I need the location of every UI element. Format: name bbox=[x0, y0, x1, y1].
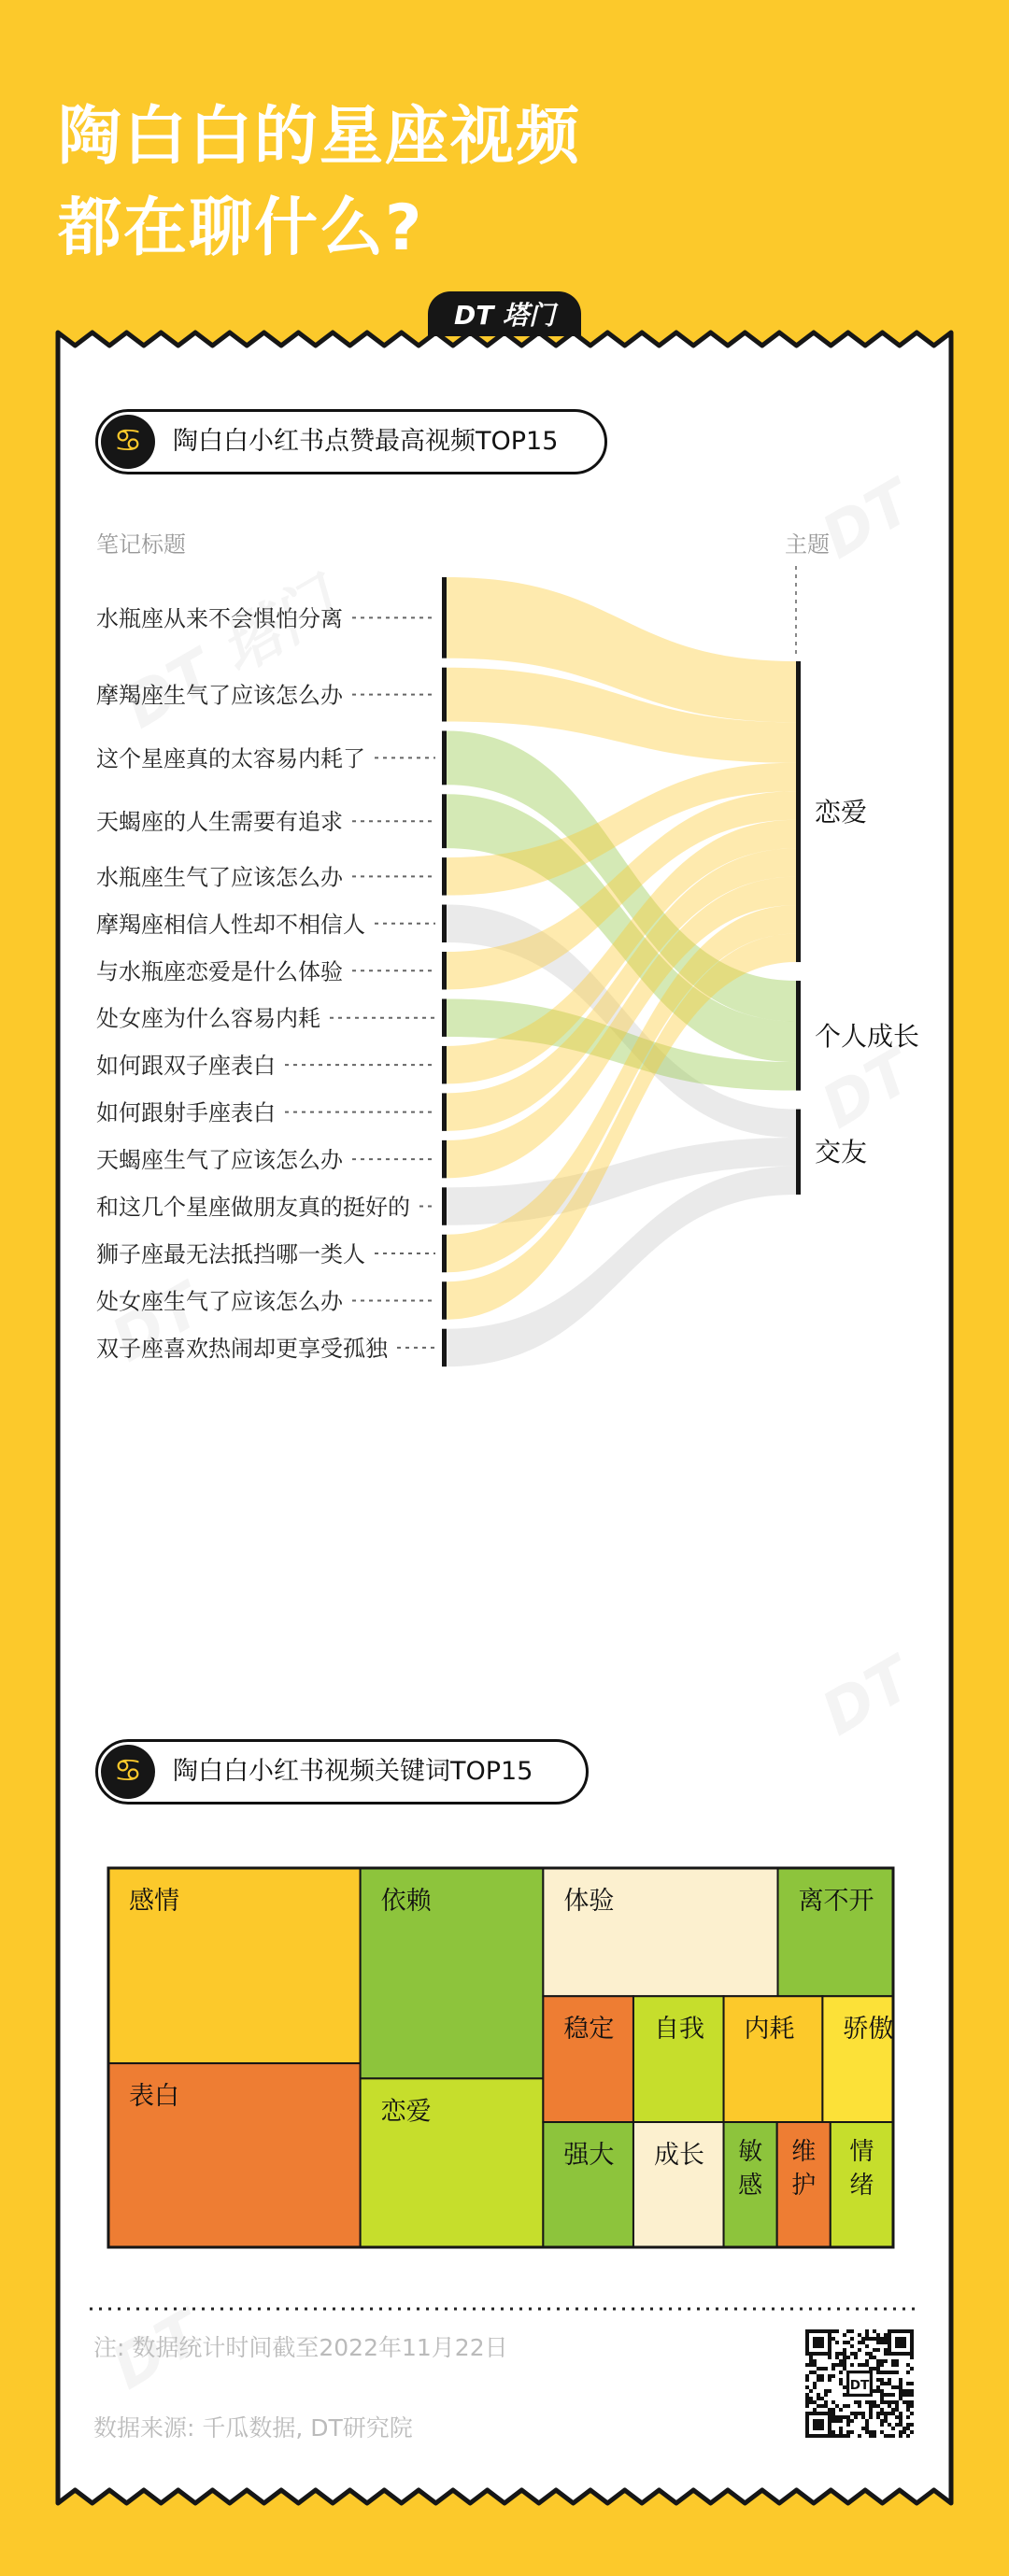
treemap-label: 敏 bbox=[738, 2138, 763, 2167]
crab-icon: ♋ bbox=[101, 415, 155, 469]
treemap-label: 强大 bbox=[563, 2141, 615, 2171]
treemap-label: 感情 bbox=[129, 1887, 179, 1916]
treemap-label: 内耗 bbox=[744, 2015, 795, 2045]
sankey-source-label: 天蝎座的人生需要有追求 bbox=[96, 809, 343, 836]
treemap-label: 稳定 bbox=[563, 2015, 615, 2045]
sankey-source-label: 和这几个星座做朋友真的挺好的 bbox=[96, 1194, 410, 1221]
sankey-source-label: 这个星座真的太容易内耗了 bbox=[96, 745, 365, 772]
sankey-source-label: 处女座生气了应该怎么办 bbox=[96, 1288, 343, 1315]
treemap-label: 依赖 bbox=[380, 1887, 432, 1916]
sankey-source-label: 双子座喜欢热闹却更享受孤独 bbox=[96, 1335, 388, 1362]
treemap-label: 维 bbox=[791, 2138, 817, 2167]
sankey-source-label: 处女座为什么容易内耗 bbox=[96, 1005, 320, 1032]
right-axis-label: 主题 bbox=[785, 531, 830, 558]
treemap-label: 绪 bbox=[849, 2172, 874, 2201]
title-line-1: 陶白白的星座视频 bbox=[58, 100, 582, 174]
sankey-source-label: 与水瓶座恋爱是什么体验 bbox=[96, 958, 343, 985]
treemap-label: 恋爱 bbox=[380, 2097, 432, 2127]
sankey-title-text: 陶白白小红书点赞最高视频TOP15 bbox=[173, 427, 559, 456]
sankey-target-label: 恋爱 bbox=[815, 797, 868, 828]
sankey-source-label: 天蝎座生气了应该怎么办 bbox=[96, 1147, 343, 1174]
treemap-label: 体验 bbox=[563, 1887, 615, 1916]
sankey-target-label: 个人成长 bbox=[815, 1020, 920, 1052]
sankey-source-label: 如何跟双子座表白 bbox=[96, 1053, 276, 1080]
treemap-label: 骄傲 bbox=[843, 2015, 894, 2045]
sankey-source-label: 摩羯座相信人性却不相信人 bbox=[96, 911, 365, 938]
treemap-label: 自我 bbox=[653, 2015, 704, 2045]
treemap-label: 护 bbox=[791, 2172, 817, 2201]
svg-text:DT: DT bbox=[849, 2378, 870, 2393]
sankey-source-label: 如何跟射手座表白 bbox=[96, 1099, 276, 1126]
sankey-target-label: 交友 bbox=[815, 1137, 868, 1168]
brand-logo: DT 塔门 bbox=[428, 291, 581, 336]
treemap-label: 成长 bbox=[653, 2141, 704, 2171]
left-axis-label: 笔记标题 bbox=[96, 531, 186, 558]
footnote: 注: 数据统计时间截至2022年11月22日 bbox=[93, 2334, 508, 2361]
treemap-label: 表白 bbox=[129, 2082, 179, 2112]
sankey-source-label: 狮子座最无法抵挡哪一类人 bbox=[96, 1241, 365, 1268]
qr-code[interactable] bbox=[805, 2329, 914, 2438]
treemap-label: 情 bbox=[849, 2138, 874, 2167]
sankey-source-label: 水瓶座生气了应该怎么办 bbox=[96, 864, 343, 891]
treemap-label: 感 bbox=[738, 2172, 763, 2201]
sankey-source-label: 水瓶座从来不会惧怕分离 bbox=[96, 605, 343, 632]
sankey-source-label: 摩羯座生气了应该怎么办 bbox=[96, 682, 343, 709]
data-source: 数据来源: 千瓜数据, DT研究院 bbox=[93, 2414, 413, 2442]
title-line-2: 都在聊什么? bbox=[58, 191, 424, 265]
treemap-label: 离不开 bbox=[798, 1887, 874, 1916]
crab-icon: ♋ bbox=[101, 1745, 155, 1799]
treemap-title-text: 陶白白小红书视频关键词TOP15 bbox=[173, 1757, 533, 1786]
